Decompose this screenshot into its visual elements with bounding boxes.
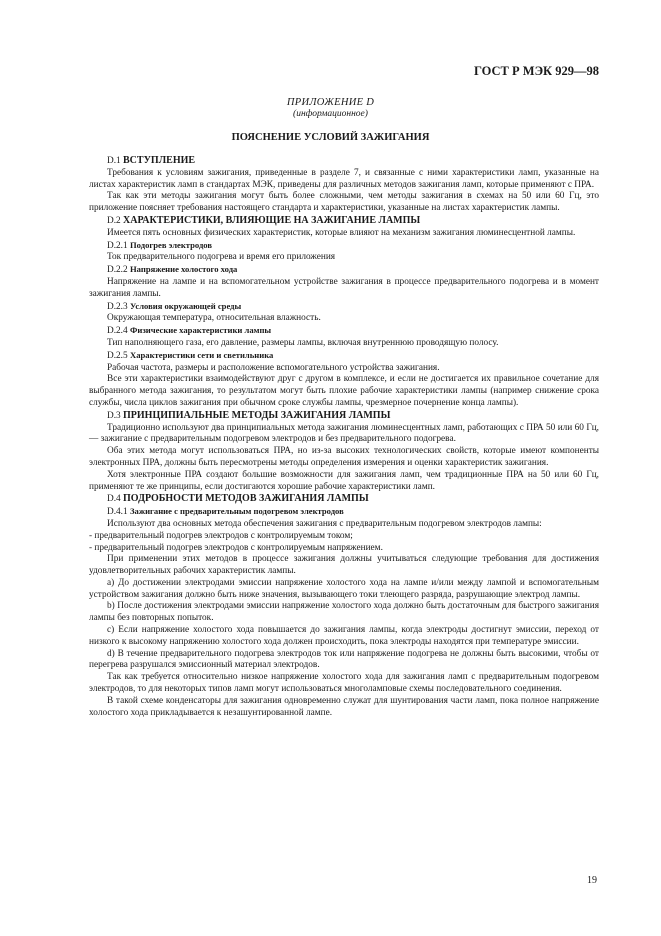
page-number: 19 [587,875,597,886]
paragraph: Так как требуется относительно низкое напряжение холостого хода для зажигания ламп с предварительным подогревом электродов, то для некоторых типов ламп могут использоваться многоламповые схемы последовательного соединения. [89,672,599,695]
heading-d21 [89,240,599,253]
annex-title: ПРИЛОЖЕНИЕ D [286,97,375,108]
paragraph: Окружающая температура, относительная влажность. [107,313,321,324]
heading-label: Зажигание с предварительным подогревом электродов [130,506,344,517]
heading-d23 [89,301,599,314]
paragraph: Рабочая частота, размеры и расположение вспомогательного устройства зажигания. [107,362,440,373]
heading-number: D.4 [107,494,121,505]
heading-label: Подогрев электродов [130,239,213,250]
paragraph-item-d: d) В течение предварительного подогрева электродов ток или напряжение подогрева не должны быть высокими, чтобы от перегрева разрушался эмиссионный материал электродов. [89,648,599,671]
heading-label: ПРИНЦИПИАЛЬНЫЕ МЕТОДЫ ЗАЖИГАНИЯ ЛАМПЫ [123,409,391,421]
paragraph-item-a: a) До достижении электродами эмиссии напряжение холостого хода на лампе и/или между лампой и вспомогательным устройством зажигания должно быть ниже значения, вызывающего токи тлеющего разряда, разрушающие электрод лампы. [89,577,599,600]
heading-number: D.3 [107,410,121,421]
paragraph: Хотя электронные ПРА создают большие возможности для зажигания ламп, чем традиционные ПРА на 50 или 60 Гц, применяют те же принципы, если достигаются хорошие рабочие характеристики ламп. [89,469,599,492]
heading-label: Физические характеристики лампы [130,325,272,336]
paragraph: Оба этих метода могут использоваться ПРА, но из-за высоких технологических свойств, которые имеют компоненты электронных ПРА, должны быть пересмотрены методы определения измерения и оценки характеристик зажигания. [89,446,599,468]
heading-number: D.2.5 [107,350,128,361]
list-item: - предварительный подогрев электродов с контролируемым током; [89,530,353,541]
paragraph: При применении этих методов в процессе зажигания должны учитываться следующие требования для достижения удовлетворительных рабочих характеристик лампы. [89,554,599,577]
heading-d2 [89,215,599,228]
paragraph-item-c: c) Если напряжение холостого хода повышается до зажигания лампы, когда электроды достигнут эмиссии, переход от низкого к высокому напряжению холостого хода должен происходить, пока электроды находятся при температуре эмиссии. [89,625,599,647]
heading-number: D.2.3 [107,301,128,312]
paragraph: Используют два основных метода обеспечения зажигания с предварительным подогревом электродов лампы: [107,518,542,529]
paragraph: Все эти характеристики взаимодействуют друг с другом в комплексе, и если не достигается их правильное сочетание для выбранного метода зажигания, то результатом могут быть плохие рабочие характеристики лампы (например снижение срока службы, числа циклов зажигания при обычном сроке службы лампы, чрезмерное почернение конца лампы). [89,374,599,408]
heading-label: ПОДРОБНОСТИ МЕТОДОВ ЗАЖИГАНИЯ ЛАМПЫ [123,493,369,505]
heading-number: D.2.4 [107,326,128,337]
heading-d24 [89,325,599,338]
standard-header: ГОСТ Р МЭК 929—98 [474,64,599,78]
heading-number: D.2 [107,215,121,226]
heading-label: ХАРАКТЕРИСТИКИ, ВЛИЯЮЩИЕ НА ЗАЖИГАНИЕ ЛАМПЫ [123,214,421,226]
list-item: - предварительный подогрев электродов с контролируемым напряжением. [89,542,383,553]
heading-number: D.1 [107,156,121,166]
page-title: ПОЯСНЕНИЕ УСЛОВИЙ ЗАЖИГАНИЯ [231,132,430,143]
paragraph: Традиционно используют два принципиальных метода зажигания люминесцентных ламп, работающих с ПРА 50 или 60 Гц, — зажигание с предварительным подогревом электродов и без предварительного подогрева. [89,422,599,445]
heading-label: ВСТУПЛЕНИЕ [123,155,196,166]
heading-label: Напряжение холостого хода [130,264,238,275]
paragraph: Так как эти методы зажигания могут быть более сложными, чем методы зажигания в схемах на 50 или 60 Гц, это приложение поясняет требования настоящего стандарта и характеристики, указанные на листах характеристик лампы. [89,191,599,214]
paragraph: Тип наполняющего газа, его давление, размеры лампы, включая внутреннюю проводящую полосу. [107,337,499,348]
annex-subtitle: (информационное) [293,109,368,119]
paragraph: Напряжение на лампе и на вспомогательном устройстве зажигания в процессе предварительного подогрева и в момент зажигания лампы. [89,276,599,299]
heading-label: Характеристики сети и светильника [130,349,274,360]
paragraph-item-b: b) После достижения электродами эмиссии напряжение холостого хода должно быть достаточным для быстрого зажигания лампы без повторных попыток. [89,601,599,624]
heading-d25 [89,350,599,363]
heading-label: Условия окружающей среды [130,300,242,311]
annex-heading [0,97,661,119]
paragraph: В такой схеме конденсаторы для зажигания одновременно служат для шунтирования части ламп, пока полное напряжение холостого хода прикладывается к незашунтированной лампе. [89,695,599,718]
paragraph: Имеется пять основных физических характеристик, которые влияют на механизм зажигания люминесцентной лампы. [107,227,576,238]
heading-d3 [89,410,599,423]
document-body [89,155,599,719]
heading-d41 [89,506,599,519]
paragraph: Ток предварительного подогрева и время его приложения [107,252,336,263]
paragraph: Требования к условиям зажигания, приведенные в разделе 7, и связанные с ними характеристики ламп, указанные на листах характеристик ламп в стандартах МЭК, приведены для различных методов зажигания ламп, которые применяют с ПРА. [89,167,599,190]
heading-number: D.2.1 [107,240,128,251]
heading-d22 [89,264,599,277]
heading-number: D.4.1 [107,507,128,518]
heading-number: D.2.2 [107,265,128,276]
heading-d4 [89,493,599,506]
heading-d1 [89,155,599,168]
